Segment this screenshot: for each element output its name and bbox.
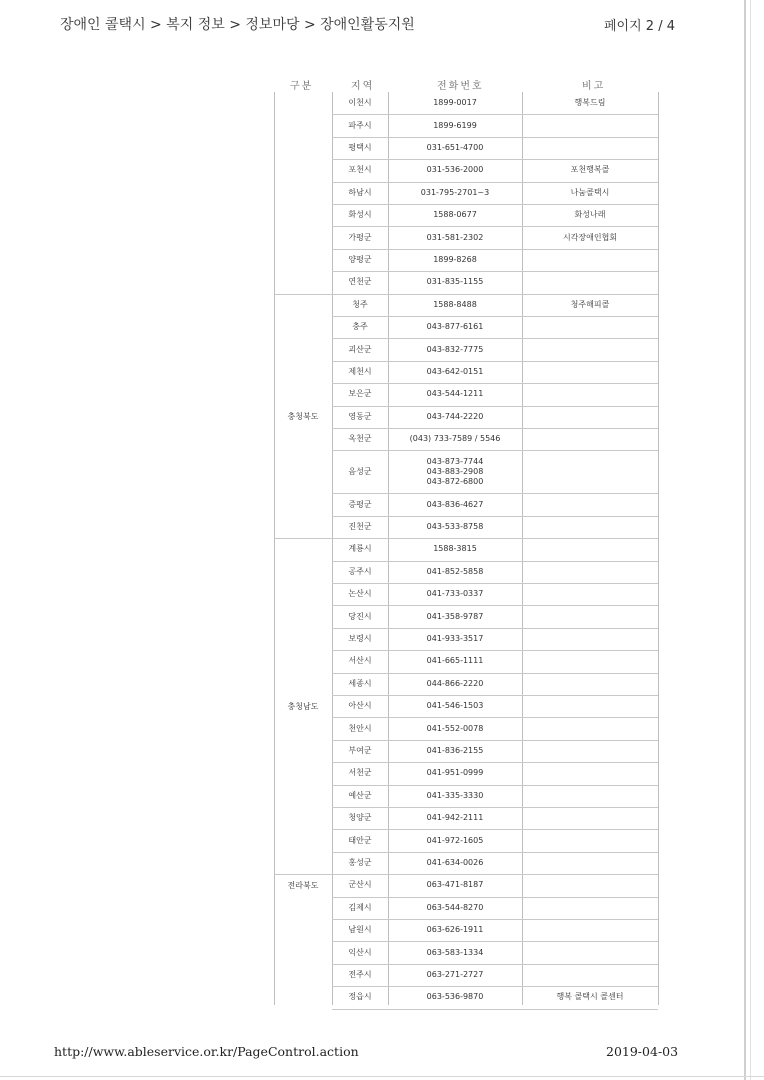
table-row	[332, 428, 658, 451]
phone-cell	[388, 516, 522, 538]
phone-number: 1899-6199	[433, 120, 477, 130]
table-row	[332, 583, 658, 606]
phone-number: 1588-8488	[433, 299, 477, 309]
note-cell	[522, 316, 658, 338]
phone-number: 063-536-9870	[426, 992, 484, 1002]
phone-number: 063-626-1911	[426, 925, 484, 935]
note-cell	[522, 673, 658, 695]
note-cell	[522, 271, 658, 293]
region-cell: 옥천군	[348, 434, 372, 444]
table-row	[332, 338, 658, 361]
table-row	[332, 986, 658, 1009]
phone-cell	[388, 762, 522, 784]
phone-number: 041-733-0337	[426, 589, 484, 599]
region-cell: 충주	[352, 322, 368, 332]
region-cell: 천안시	[348, 723, 372, 733]
region-cell: 청양군	[348, 813, 372, 823]
table-row	[332, 182, 658, 205]
phone-number: 041-552-0078	[426, 723, 484, 733]
table-row	[332, 941, 658, 964]
note-cell	[522, 650, 658, 672]
table-row	[332, 450, 658, 494]
phone-number: 044-866-2220	[426, 678, 484, 688]
phone-number: 041-951-0999	[426, 768, 484, 778]
table-row	[332, 383, 658, 406]
phone-cell	[388, 361, 522, 383]
region-cell: 이천시	[348, 98, 372, 108]
footer-url: http://www.ableservice.or.kr/PageControl.action	[54, 1044, 359, 1059]
phone-number: 043-873-7744	[426, 456, 484, 466]
group-separator	[274, 538, 332, 539]
table-row	[332, 919, 658, 942]
note-cell: 청주해피콜	[570, 299, 610, 309]
phone-number: 043-872-6800	[426, 476, 484, 486]
phone-cell	[388, 673, 522, 695]
phone-cell	[388, 92, 522, 114]
table-row	[332, 897, 658, 920]
column-header-category: 구분	[290, 81, 314, 92]
note-cell	[522, 852, 658, 874]
note-cell: 화성나래	[574, 210, 606, 220]
table-row	[332, 852, 658, 875]
region-cell: 당진시	[348, 611, 372, 621]
region-cell: 군산시	[348, 880, 372, 890]
phone-number: 041-665-1111	[426, 656, 484, 666]
note-cell	[522, 406, 658, 428]
phone-number: 041-836-2155	[426, 745, 484, 755]
phone-number: 031-835-1155	[426, 277, 484, 287]
table-row	[332, 159, 658, 182]
note-cell	[522, 450, 658, 493]
note-cell	[522, 941, 658, 963]
phone-number: 1899-0017	[433, 98, 477, 108]
phone-cell	[388, 807, 522, 829]
phone-number: 041-634-0026	[426, 857, 484, 867]
table-row	[332, 316, 658, 339]
table-row	[332, 717, 658, 740]
region-cell: 아산시	[348, 701, 372, 711]
note-cell	[522, 605, 658, 627]
phone-cell	[388, 717, 522, 739]
table-row	[332, 605, 658, 628]
region-cell: 공주시	[348, 566, 372, 576]
region-cell: 서산시	[348, 656, 372, 666]
note-cell	[522, 493, 658, 515]
phone-number: (043) 733-7589 / 5546	[409, 434, 501, 444]
note-cell	[522, 428, 658, 450]
region-cell: 서천군	[348, 768, 372, 778]
table-row	[332, 673, 658, 696]
phone-number: 043-642-0151	[426, 366, 484, 376]
phone-number: 063-471-8187	[426, 880, 484, 890]
region-cell: 양평군	[348, 254, 372, 264]
region-cell: 평택시	[348, 142, 372, 152]
page-edge-line	[744, 0, 746, 1080]
phone-cell	[388, 650, 522, 672]
phone-number: 1588-0677	[433, 210, 477, 220]
note-cell	[522, 785, 658, 807]
note-cell	[522, 383, 658, 405]
note-cell: 포천행복콜	[570, 165, 610, 175]
table-row	[332, 137, 658, 160]
region-cell: 하남시	[348, 187, 372, 197]
note-cell	[522, 137, 658, 159]
note-cell	[522, 249, 658, 271]
group-label: 전라북도	[287, 881, 319, 891]
region-cell: 보은군	[348, 389, 372, 399]
phone-cell	[388, 316, 522, 338]
region-cell: 전주시	[348, 969, 372, 979]
phone-number: 031-581-2302	[426, 232, 484, 242]
table-row	[332, 493, 658, 516]
region-cell: 태안군	[348, 835, 372, 845]
note-cell	[522, 695, 658, 717]
region-cell: 영동군	[348, 411, 372, 421]
phone-number: 031-795-2701~3	[420, 187, 490, 197]
note-cell	[522, 628, 658, 650]
note-cell	[522, 829, 658, 851]
phone-cell	[388, 114, 522, 136]
note-cell	[522, 561, 658, 583]
region-cell: 진천군	[348, 521, 372, 531]
table-row	[332, 762, 658, 785]
region-cell: 익산시	[348, 947, 372, 957]
table-row	[332, 628, 658, 651]
table-row	[332, 785, 658, 808]
phone-cell	[388, 829, 522, 851]
page-number: 페이지 2 / 4	[604, 19, 675, 34]
phone-cell	[388, 226, 522, 248]
note-cell	[522, 717, 658, 739]
phone-number: 041-933-3517	[426, 633, 484, 643]
phone-cell	[388, 450, 522, 493]
phone-number: 041-852-5858	[426, 566, 484, 576]
phone-number: 041-358-9787	[426, 611, 484, 621]
table-row	[332, 249, 658, 272]
note-cell	[522, 114, 658, 136]
table-row	[332, 695, 658, 718]
table-row	[332, 807, 658, 830]
table-row	[332, 964, 658, 987]
table-row	[332, 294, 658, 317]
phone-number: 031-651-4700	[426, 142, 484, 152]
group-label: 충청북도	[287, 411, 319, 421]
phone-number: 031-536-2000	[426, 165, 484, 175]
phone-cell	[388, 204, 522, 226]
phone-cell	[388, 338, 522, 360]
region-cell: 괴산군	[348, 344, 372, 354]
table-row	[332, 361, 658, 384]
note-cell	[522, 538, 658, 560]
note-cell: 나눔콜택시	[570, 187, 610, 197]
column-header-note: 비고	[582, 81, 606, 92]
region-cell: 남원시	[348, 925, 372, 935]
table-row	[332, 650, 658, 673]
table-row	[332, 829, 658, 852]
phone-cell	[388, 852, 522, 874]
phone-cell	[388, 785, 522, 807]
phone-cell	[388, 271, 522, 293]
note-cell	[522, 874, 658, 896]
phone-cell	[388, 249, 522, 271]
table-row	[332, 740, 658, 763]
phone-number: 043-883-2908	[426, 466, 484, 476]
region-cell: 예산군	[348, 790, 372, 800]
column-header-region: 지역	[351, 81, 375, 92]
note-cell	[522, 919, 658, 941]
note-cell	[522, 740, 658, 762]
phone-cell	[388, 605, 522, 627]
table-border	[658, 92, 659, 1005]
group-label: 충청남도	[287, 702, 319, 712]
phone-number: 041-335-3330	[426, 790, 484, 800]
note-cell	[522, 516, 658, 538]
note-cell	[522, 897, 658, 919]
table-row	[332, 226, 658, 249]
table-row	[332, 874, 658, 897]
phone-number: 043-744-2220	[426, 411, 484, 421]
phone-number: 063-583-1334	[426, 947, 484, 957]
region-cell: 홍성군	[348, 857, 372, 867]
phone-cell	[388, 406, 522, 428]
region-cell: 김제시	[348, 902, 372, 912]
column-header-phone: 전화번호	[437, 81, 484, 92]
table-row	[332, 406, 658, 429]
region-cell: 증평군	[348, 499, 372, 509]
note-cell	[522, 583, 658, 605]
group-separator	[274, 874, 332, 875]
phone-number: 063-271-2727	[426, 969, 484, 979]
phone-cell	[388, 538, 522, 560]
phone-cell	[388, 561, 522, 583]
table-row	[332, 538, 658, 561]
phone-cell	[388, 964, 522, 986]
region-cell: 연천군	[348, 277, 372, 287]
region-cell: 정읍시	[348, 992, 372, 1002]
table-row	[332, 271, 658, 294]
note-cell: 행복드림	[574, 98, 606, 108]
phone-cell	[388, 383, 522, 405]
table-row	[332, 204, 658, 227]
page-edge-line	[0, 1076, 764, 1077]
phone-cell	[388, 986, 522, 1008]
phone-number: 043-544-1211	[426, 389, 484, 399]
region-cell: 논산시	[348, 589, 372, 599]
breadcrumb: 장애인 콜택시 > 복지 정보 > 정보마당 > 장애인활동지원	[60, 17, 415, 33]
note-cell	[522, 361, 658, 383]
phone-cell	[388, 874, 522, 896]
phone-cell	[388, 159, 522, 181]
region-cell: 제천시	[348, 366, 372, 376]
phone-cell	[388, 740, 522, 762]
note-cell: 행복 콜택시 콜센터	[556, 992, 624, 1002]
note-cell	[522, 338, 658, 360]
phone-cell	[388, 941, 522, 963]
phone-number: 041-546-1503	[426, 701, 484, 711]
note-cell	[522, 964, 658, 986]
region-cell: 포천시	[348, 165, 372, 175]
phone-cell	[388, 137, 522, 159]
table-row	[332, 516, 658, 539]
phone-cell	[388, 182, 522, 204]
phone-cell	[388, 628, 522, 650]
table-row	[332, 561, 658, 584]
region-cell: 계룡시	[348, 544, 372, 554]
phone-number: 1588-3815	[433, 544, 477, 554]
phone-cell	[388, 428, 522, 450]
phone-number: 043-832-7775	[426, 344, 484, 354]
footer-date: 2019-04-03	[606, 1044, 679, 1059]
phone-number: 041-942-2111	[426, 813, 484, 823]
table-border	[274, 92, 275, 1005]
region-cell: 부여군	[348, 745, 372, 755]
region-cell: 세종시	[348, 678, 372, 688]
phone-number: 043-877-6161	[426, 322, 484, 332]
phone-number: 043-533-8758	[426, 521, 484, 531]
phone-cell	[388, 583, 522, 605]
region-cell: 가평군	[348, 232, 372, 242]
note-cell: 시각장애인협회	[562, 232, 618, 242]
phone-number: 041-972-1605	[426, 835, 484, 845]
page-edge-line	[750, 0, 751, 1080]
note-cell	[522, 762, 658, 784]
table-row	[332, 114, 658, 137]
phone-number: 063-544-8270	[426, 902, 484, 912]
phone-cell	[388, 897, 522, 919]
table-row	[332, 92, 658, 115]
phone-number: 1899-8268	[433, 254, 477, 264]
phone-cell	[388, 919, 522, 941]
phone-number: 043-836-4627	[426, 499, 484, 509]
region-cell: 음성군	[348, 466, 372, 476]
region-cell: 파주시	[348, 120, 372, 130]
phone-cell	[388, 493, 522, 515]
phone-cell	[388, 294, 522, 316]
note-cell	[522, 807, 658, 829]
region-cell: 보령시	[348, 633, 372, 643]
group-separator	[274, 294, 332, 295]
phone-cell	[388, 695, 522, 717]
region-cell: 청주	[352, 299, 368, 309]
region-cell: 화성시	[348, 210, 372, 220]
